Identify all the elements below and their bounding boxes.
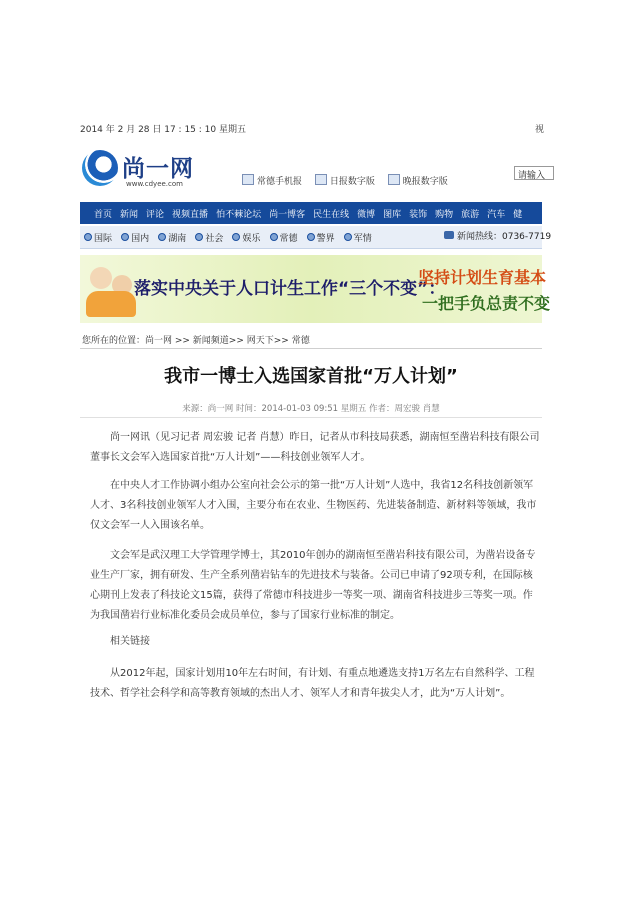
nav-item-decoration[interactable]: 装饰 bbox=[409, 210, 428, 220]
page bbox=[80, 0, 552, 900]
nav-item-news[interactable]: 新闻 bbox=[120, 210, 139, 220]
logo-text: 尚一网 bbox=[122, 156, 194, 182]
site-header bbox=[80, 148, 546, 196]
subnav-item-police[interactable]: 警界 bbox=[307, 228, 335, 250]
subnav-item-society[interactable]: 社会 bbox=[195, 228, 223, 250]
search-input[interactable]: 请输入 bbox=[514, 166, 554, 180]
phone-icon bbox=[444, 231, 454, 239]
quick-link-mobile-paper[interactable]: 常德手机报 bbox=[242, 174, 302, 187]
subnav-item-military[interactable]: 军情 bbox=[344, 228, 372, 250]
nav-item-blog[interactable]: 尚一博客 bbox=[269, 210, 306, 220]
nav-item-gallery[interactable]: 图库 bbox=[383, 210, 402, 220]
bullet-icon bbox=[84, 233, 92, 241]
nav-item-weibo[interactable]: 微博 bbox=[357, 210, 376, 220]
nav-item-auto[interactable]: 汽车 bbox=[487, 210, 506, 220]
nav-item-shopping[interactable]: 购物 bbox=[435, 210, 454, 220]
news-hotline: 新闻热线：0736-7719 bbox=[444, 226, 551, 248]
nav-item-home[interactable]: 首页 bbox=[94, 210, 113, 220]
banner-slogan-2: 一把手负总责不变 bbox=[422, 294, 551, 313]
bullet-icon bbox=[307, 233, 315, 241]
quick-link-evening-digital[interactable]: 晚报数字版 bbox=[388, 174, 448, 187]
subnav-item-changde[interactable]: 常德 bbox=[270, 228, 298, 250]
main-nav bbox=[80, 202, 542, 224]
divider bbox=[80, 348, 542, 349]
quick-link-daily-digital[interactable]: 日报数字版 bbox=[315, 174, 375, 187]
banner-headline: 落实中央关于人口计生工作“三个不变”： bbox=[134, 279, 446, 299]
nav-item-travel[interactable]: 旅游 bbox=[461, 210, 480, 220]
nav-item-live-video[interactable]: 视频直播 bbox=[172, 210, 209, 220]
subnav-item-entertainment[interactable]: 娱乐 bbox=[232, 228, 260, 250]
banner-illustration bbox=[86, 261, 138, 319]
banner-slogan-1: 坚持计划生育基本 bbox=[418, 268, 547, 287]
article-title: 我市一博士入选国家首批“万人计划” bbox=[164, 366, 458, 387]
divider bbox=[80, 417, 542, 418]
top-right-link[interactable]: 视 bbox=[535, 125, 545, 135]
logo-url: www.cdyee.com bbox=[126, 180, 183, 188]
nav-item-comment[interactable]: 评论 bbox=[146, 210, 165, 220]
date-bar bbox=[80, 122, 545, 136]
subnav-item-international[interactable]: 国际 bbox=[84, 228, 112, 250]
related-links-heading: 相关链接 bbox=[110, 636, 150, 647]
current-date: 2014 年 2 月 28 日 17 : 15 : 10 星期五 bbox=[80, 125, 246, 135]
bullet-icon bbox=[121, 233, 129, 241]
nav-item-health[interactable]: 健 bbox=[513, 210, 523, 220]
article-paragraph: 文会军是武汉理工大学管理学博士，其2010年创办的湖南恒至凿岩科技有限公司，为凿岩设备专业生产厂家，拥有研发、生产全系列凿岩钻车的先进技术与装备。公司已申请了92项专利，在国际核心期刊上发表了科技论文15篇，获得了常德市科技进步一等奖一项、湖南省科技进步三等奖一项。作为我国凿岩行业标准化委员会成员单位，参与了国家行业标准的制定。 bbox=[90, 550, 536, 621]
subnav-item-domestic[interactable]: 国内 bbox=[121, 228, 149, 250]
ad-banner[interactable] bbox=[80, 255, 551, 323]
article-meta: 来源：尚一网 时间：2014-01-03 09:51 星期五 作者：周宏骏 肖慧 bbox=[182, 404, 440, 414]
newspaper-icon bbox=[242, 174, 254, 185]
quick-links bbox=[242, 174, 458, 187]
sub-nav bbox=[80, 226, 552, 249]
article-paragraph: 从2012年起，国家计划用10年左右时间，有计划、有重点地遴选支持1万名左右自然科学、工程技术、哲学社会科学和高等教育领域的杰出人才、领军人才和青年拔尖人才，此为“万人计划”。 bbox=[90, 668, 535, 699]
bullet-icon bbox=[232, 233, 240, 241]
bullet-icon bbox=[158, 233, 166, 241]
subnav-item-hunan[interactable]: 湖南 bbox=[158, 228, 186, 250]
breadcrumb[interactable]: 您所在的位置：尚一网 >> 新闻频道>> 网天下>> 常德 bbox=[82, 336, 310, 346]
bullet-icon bbox=[195, 233, 203, 241]
newspaper-icon bbox=[315, 174, 327, 185]
logo-swirl-icon bbox=[82, 150, 118, 186]
bullet-icon bbox=[270, 233, 278, 241]
nav-item-livelihood[interactable]: 民生在线 bbox=[313, 210, 350, 220]
bullet-icon bbox=[344, 233, 352, 241]
site-logo[interactable] bbox=[82, 148, 222, 192]
newspaper-icon bbox=[388, 174, 400, 185]
article-paragraph: 尚一网讯（见习记者 周宏骏 记者 肖慧）昨日，记者从市科技局获悉，湖南恒至凿岩科技有限公司董事长文会军入选国家首批“万人计划”——科技创业领军人才。 bbox=[90, 432, 540, 463]
article-paragraph: 在中央人才工作协调小组办公室向社会公示的第一批“万人计划”人选中，我省12名科技创新领军人才、3名科技创业领军人才入围，主要分布在农业、生物医药、先进装备制造、新材料等领域，我市仅文会军一人入围该名单。 bbox=[90, 480, 537, 531]
nav-item-forum[interactable]: 怕不棘论坛 bbox=[216, 210, 262, 220]
